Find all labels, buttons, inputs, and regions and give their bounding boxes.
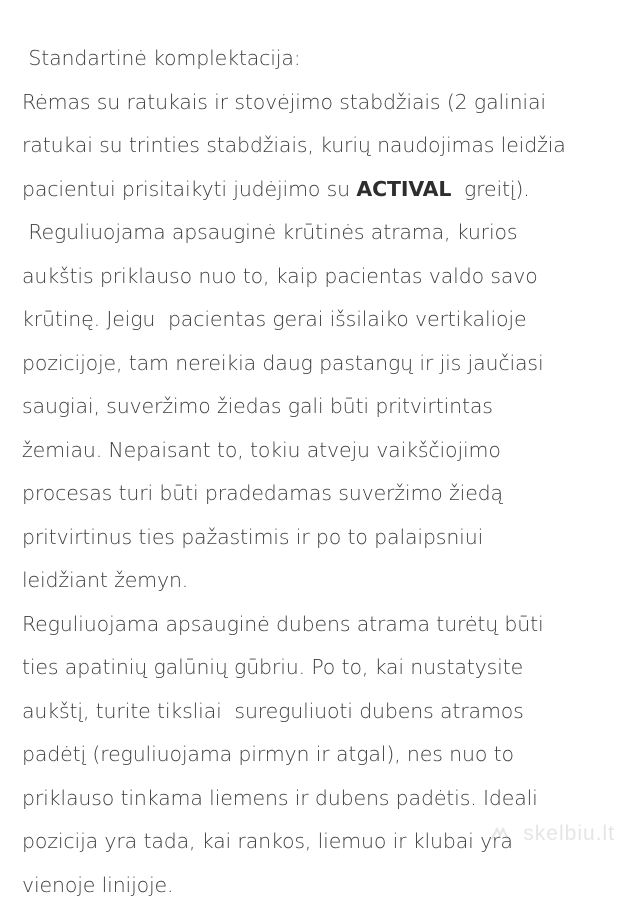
text-line: pozicijoje, tam nereikia daug pastangų ir jis jaučiasi: [22, 342, 622, 386]
text-line: pozicija yra tada, kai rankos, liemuo ir klubai yra: [22, 820, 622, 864]
text-line: žemiau. Nepaisant to, tokiu atveju vaikščiojimo: [22, 429, 622, 473]
text-line: saugiai, suveržimo žiedas gali būti pritvirtintas: [22, 385, 622, 429]
text-line: aukštį, turite tiksliai sureguliuoti dubens atramos: [22, 690, 622, 734]
text-segment: greitį).: [451, 177, 529, 201]
text-line: leidžiant žemyn.: [22, 559, 622, 603]
text-line: pritvirtinus ties pažastimis ir po to palaipsniui: [22, 516, 622, 560]
text-line: aukštis priklauso nuo to, kaip pacientas valdo savo: [22, 255, 622, 299]
text-segment: pacientui prisitaikyti judėjimo su: [22, 177, 356, 201]
skelbiu-logo-icon: [490, 827, 510, 841]
text-line: procesas turi būti pradedamas suveržimo žiedą: [22, 472, 622, 516]
text-line: krūtinę. Jeigu pacientas gerai išsilaiko vertikalioje: [22, 298, 622, 342]
text-line: ratukai su trinties stabdžiais, kurių naudojimas leidžia: [22, 124, 622, 168]
document-body: [22, 37, 622, 907]
watermark: [490, 822, 615, 846]
text-line: Reguliuojama apsauginė krūtinės atrama, kurios: [22, 211, 622, 255]
text-line: ties apatinių galūnių gūbriu. Po to, kai nustatysite: [22, 646, 622, 690]
text-line: Reguliuojama apsauginė dubens atrama turėtų būti: [22, 603, 622, 647]
text-line: [22, 168, 622, 212]
product-name: ACTIVAL: [356, 177, 451, 201]
text-line: priklauso tinkama liemens ir dubens padėtis. Ideali: [22, 777, 622, 821]
text-line: padėtį (reguliuojama pirmyn ir atgal), nes nuo to: [22, 733, 622, 777]
text-line: Standartinė komplektacija:: [22, 37, 622, 81]
text-line: vienoje linijoje.: [22, 864, 622, 907]
text-line: Rėmas su ratukais ir stovėjimo stabdžiais (2 galiniai: [22, 81, 622, 125]
watermark-text: skelbiu.lt: [523, 822, 615, 845]
